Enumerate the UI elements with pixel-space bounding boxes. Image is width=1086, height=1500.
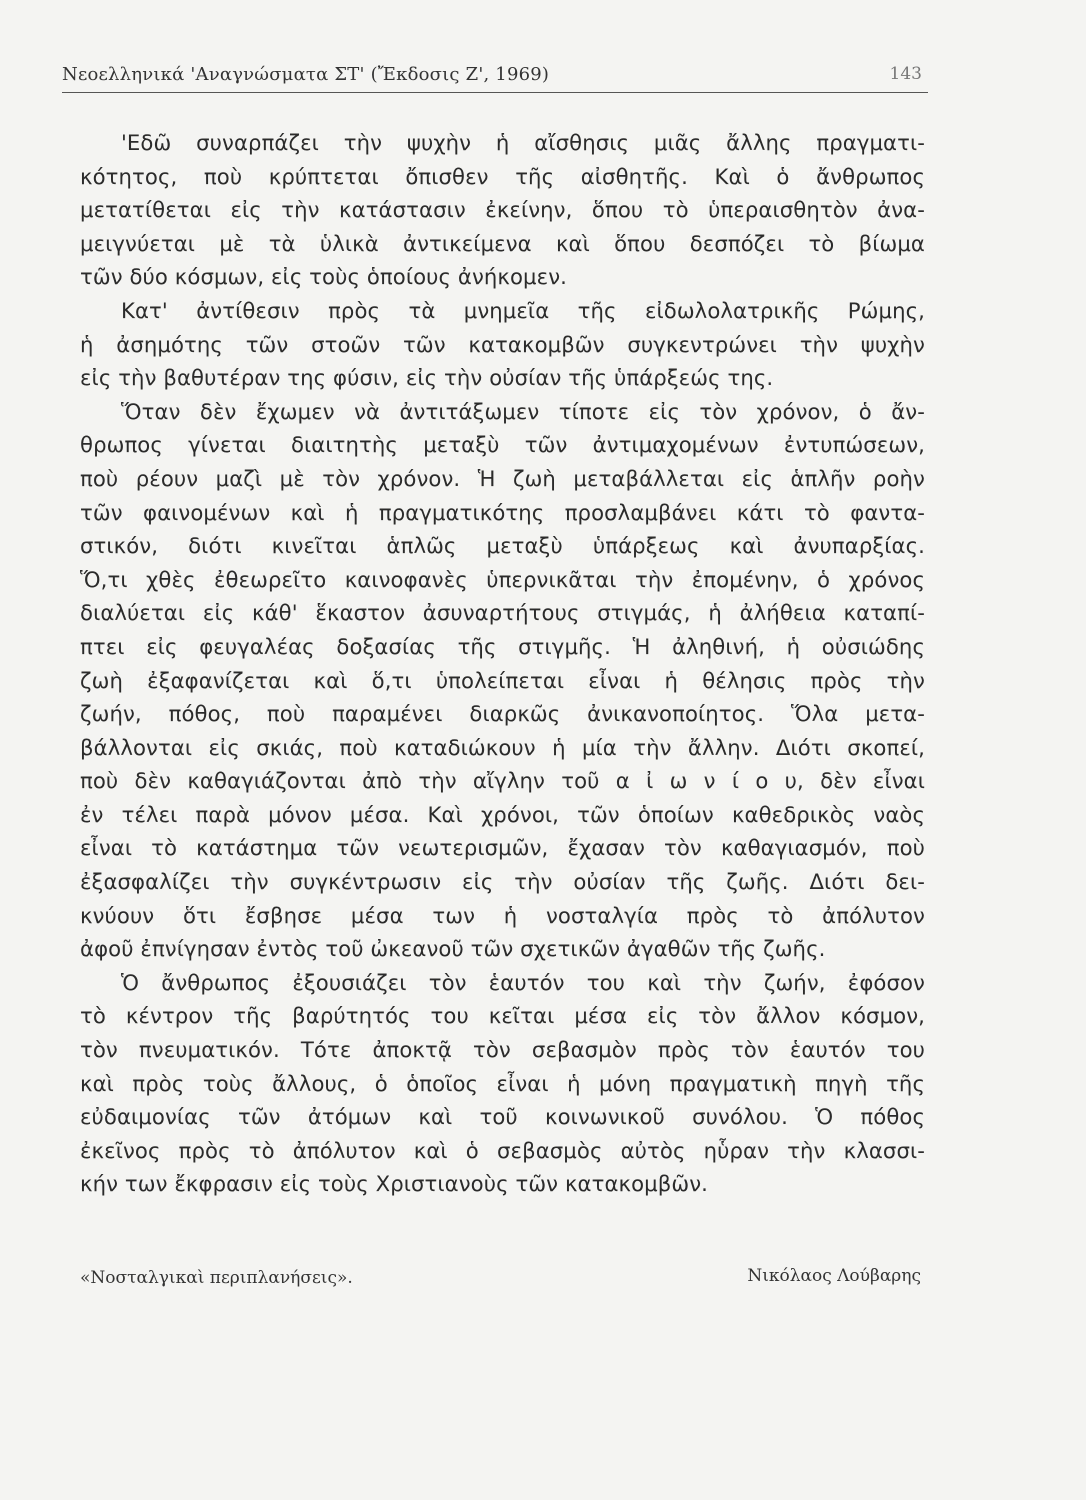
page-number: 143 — [889, 64, 922, 84]
text-line: ἐν τέλει παρὰ μόνον μέσα. Καὶ χρόνοι, τῶν ὁποίων καθεδρικὸς ναὸς — [80, 801, 925, 827]
text-line: ἡ ἀσημότης τῶν στοῶν τῶν κατακομβῶν συγκεντρώνει τὴν ψυχὴν — [80, 331, 925, 357]
header-rule — [62, 92, 928, 93]
attribution — [80, 1266, 925, 1296]
text-line: τὸν πνευματικόν. Τότε ἀποκτᾷ τὸν σεβασμὸν πρὸς τὸν ἑαυτόν του — [80, 1037, 925, 1063]
text-line: ζωήν, πόθος, ποὺ παραμένει διαρκῶς ἀνικανοποίητος. Ὅλα μετα- — [80, 701, 925, 727]
text-line: Κατ' ἀντίθεσιν πρὸς τὰ μνημεῖα τῆς εἰδωλολατρικῆς Ρώμης, — [121, 297, 925, 323]
text-line: Ὁ ἄνθρωπος ἐξουσιάζει τὸν ἑαυτόν του καὶ τὴν ζωήν, ἐφόσον — [121, 969, 925, 995]
text-line: εἶναι τὸ κατάστημα τῶν νεωτερισμῶν, ἔχασαν τὸν καθαγιασμόν, ποὺ — [80, 835, 925, 861]
text-line: καὶ πρὸς τοὺς ἄλλους, ὁ ὁποῖος εἶναι ἡ μόνη πραγματικὴ πηγὴ τῆς — [80, 1070, 925, 1096]
source-title: «Νοσταλγικαὶ περιπλανήσεις». — [80, 1268, 353, 1288]
text-line: μετατίθεται εἰς τὴν κατάστασιν ἐκείνην, ὅπου τὸ ὑπεραισθητὸν ἀνα- — [80, 197, 925, 223]
text-line: μειγνύεται μὲ τὰ ὑλικὰ ἀντικείμενα καὶ ὅπου δεσπόζει τὸ βίωμα — [80, 230, 925, 256]
text-line: βάλλονται εἰς σκιάς, ποὺ καταδιώκουν ἡ μία τὴν ἄλλην. Διότι σκοπεί, — [80, 734, 925, 760]
text-line: Ὅταν δὲν ἔχωμεν νὰ ἀντιτάξωμεν τίποτε εἰς τὸν χρόνον, ὁ ἄν- — [121, 398, 925, 424]
text-line: ἐκεῖνος πρὸς τὸ ἀπόλυτον καὶ ὁ σεβασμὸς αὐτὸς ηὗραν τὴν κλασσι- — [80, 1137, 925, 1163]
text-line: κήν των ἔκφρασιν εἰς τοὺς Χριστιανοὺς τῶν κατακομβῶν. — [80, 1171, 708, 1197]
text-line: τῶν φαινομένων καὶ ἡ πραγματικότης προσλαμβάνει κάτι τὸ φαντα- — [80, 499, 925, 525]
text-line: ποὺ ρέουν μαζὶ μὲ τὸν χρόνον. Ἡ ζωὴ μεταβάλλεται εἰς ἁπλῆν ροὴν — [80, 465, 925, 491]
text-line: εἰς τὴν βαθυτέραν της φύσιν, εἰς τὴν οὐσίαν τῆς ὑπάρξεώς της. — [80, 365, 774, 391]
show-through-from-reverse — [726, 1310, 976, 1460]
text-line: ἀφοῦ ἐπνίγησαν ἐντὸς τοῦ ὠκεανοῦ τῶν σχετικῶν ἀγαθῶν τῆς ζωῆς. — [80, 936, 826, 962]
running-header-title: Νεοελληνικά 'Αναγνώσματα ΣΤ' (Ἔκδοσις Ζ', 1969) — [62, 64, 550, 85]
text-line: Ὅ,τι χθὲς ἐθεωρεῖτο καινοφανὲς ὑπερνικᾶται τὴν ἐπομένην, ὁ χρόνος — [80, 566, 925, 592]
text-line: τὸ κέντρον τῆς βαρύτητός του κεῖται μέσα εἰς τὸν ἄλλον κόσμον, — [80, 1003, 925, 1029]
text-line: πτει εἰς φευγαλέας δοξασίας τῆς στιγμῆς. Ἡ ἀληθινή, ἡ οὐσιώδης — [80, 633, 925, 659]
text-line: ἐξασφαλίζει τὴν συγκέντρωσιν εἰς τὴν οὐσίαν τῆς ζωῆς. Διότι δει- — [80, 869, 925, 895]
body-text — [80, 126, 925, 1201]
running-header — [62, 60, 928, 94]
text-line: εὐδαιμονίας τῶν ἀτόμων καὶ τοῦ κοινωνικοῦ συνόλου. Ὁ πόθος — [80, 1104, 925, 1130]
text-line: 'Εδῶ συναρπάζει τὴν ψυχὴν ἡ αἴσθησις μιᾶς ἄλλης πραγματι- — [121, 130, 925, 155]
text-line: στικόν, διότι κινεῖται ἁπλῶς μεταξὺ ὑπάρξεως καὶ ἀνυπαρξίας. — [80, 533, 925, 559]
text-line: κνύουν ὅτι ἔσβησε μέσα των ἡ νοσταλγία πρὸς τὸ ἀπόλυτον — [80, 902, 925, 928]
author-name: Νικόλαος Λούβαρης — [747, 1266, 921, 1286]
text-line: διαλύεται εἰς κάθ' ἕκαστον ἀσυναρτήτους στιγμάς, ἡ ἀλήθεια καταπί- — [80, 600, 925, 626]
text-line: τῶν δύο κόσμων, εἰς τοὺς ὁποίους ἀνήκομεν. — [80, 264, 567, 290]
text-line: ποὺ δὲν καθαγιάζονται ἀπὸ τὴν αἴγλην τοῦ α ἰ ω ν ί ο υ, δὲν εἶναι — [80, 768, 925, 794]
text-line: θρωπος γίνεται διαιτητὴς μεταξὺ τῶν ἀντιμαχομένων ἐντυπώσεων, — [80, 432, 925, 458]
text-line: ζωὴ ἐξαφανίζεται καὶ ὅ,τι ὑπολείπεται εἶναι ἡ θέλησις πρὸς τὴν — [80, 667, 925, 693]
text-line: κότητος, ποὺ κρύπτεται ὄπισθεν τῆς αἰσθητῆς. Καὶ ὁ ἄνθρωπος — [80, 163, 925, 189]
